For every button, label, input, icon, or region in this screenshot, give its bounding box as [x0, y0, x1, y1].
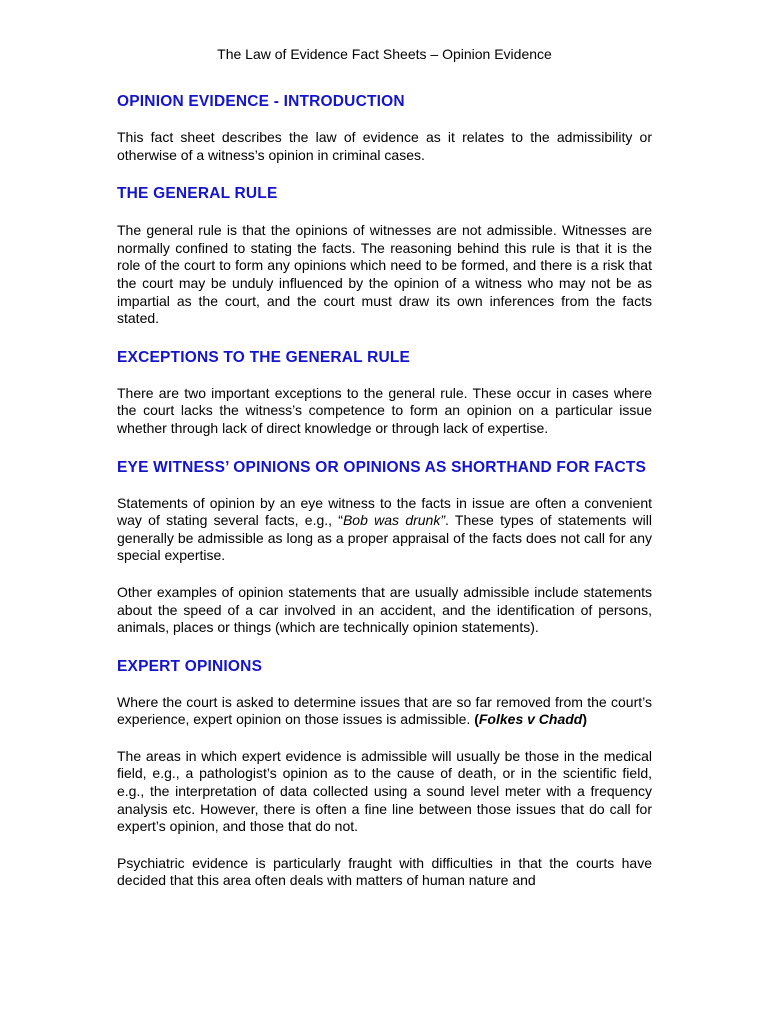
eye-witness-example: Bob was drunk”: [342, 512, 446, 529]
paragraph-expert-1: [117, 694, 652, 729]
paragraph-expert-3: Psychiatric evidence is particularly fraught with difficulties in that the courts have decided that this area often deals with matters of human nature and: [117, 854, 652, 889]
paragraph-expert-2: The areas in which expert evidence is admissible will usually be those in the medical field, e.g., a pathologist’s opinion as to the cause of death, or in the scientific field, e.g., the interpretation of data collected using a sound level meter with a frequency analysis etc. However, there is often a fine line between those issues that do call for expert’s opinion, and those that do not.: [117, 747, 652, 835]
case-citation-close: ): [582, 711, 588, 728]
eye-witness-text-before: Statements of opinion by an eye witness to the facts in issue are often a convenient way of stating several facts, e.g., “: [117, 494, 652, 529]
section-heading-expert-opinions: EXPERT OPINIONS: [117, 657, 263, 675]
paragraph-eye-witness-2: Other examples of opinion statements that are usually admissible include statements about the speed of a car involved in an accident, and the identification of persons, animals, places or things (which are technically opinion statements).: [117, 583, 652, 636]
paragraph-introduction: This fact sheet describes the law of evidence as it relates to the admissibility or otherwise of a witness’s opinion in criminal cases.: [117, 129, 652, 163]
case-citation-name: Folkes v Chadd: [478, 711, 583, 728]
section-heading-general-rule: THE GENERAL RULE: [117, 185, 278, 203]
section-heading-exceptions: EXCEPTIONS TO THE GENERAL RULE: [117, 348, 411, 366]
eye-witness-text-after: . These types of statements will generally be admissible as long as a proper appraisal of the facts does not call for any special expertise.: [117, 512, 652, 564]
case-citation-open: (: [474, 711, 479, 728]
paragraph-eye-witness-1: [117, 495, 652, 565]
paragraph-exceptions: There are two important exceptions to the general rule. These occur in cases where the court lacks the witness’s competence to form an opinion on a particular issue whether through lack of direct knowledge or through lack of expertise.: [117, 384, 652, 436]
running-header: The Law of Evidence Fact Sheets – Opinion Evidence: [217, 46, 552, 62]
section-heading-eye-witness: EYE WITNESS’ OPINIONS OR OPINIONS AS SHORTHAND FOR FACTS: [117, 458, 647, 476]
section-heading-introduction: OPINION EVIDENCE - INTRODUCTION: [117, 93, 405, 110]
paragraph-general-rule: The general rule is that the opinions of witnesses are not admissible. Witnesses are normally confined to stating the facts. The reasoning behind this rule is that it is the role of the court to form any opinions which need to be formed, and there is a risk that the court may be unduly influenced by the opinion of a witness who may not be as impartial as the court, and the court must draw its own inferences from the facts stated.: [117, 222, 652, 327]
expert-text-before: Where the court is asked to determine issues that are so far removed from the court’s experience, expert opinion on those issues is admissible.: [117, 693, 652, 728]
case-citation: [474, 711, 587, 727]
